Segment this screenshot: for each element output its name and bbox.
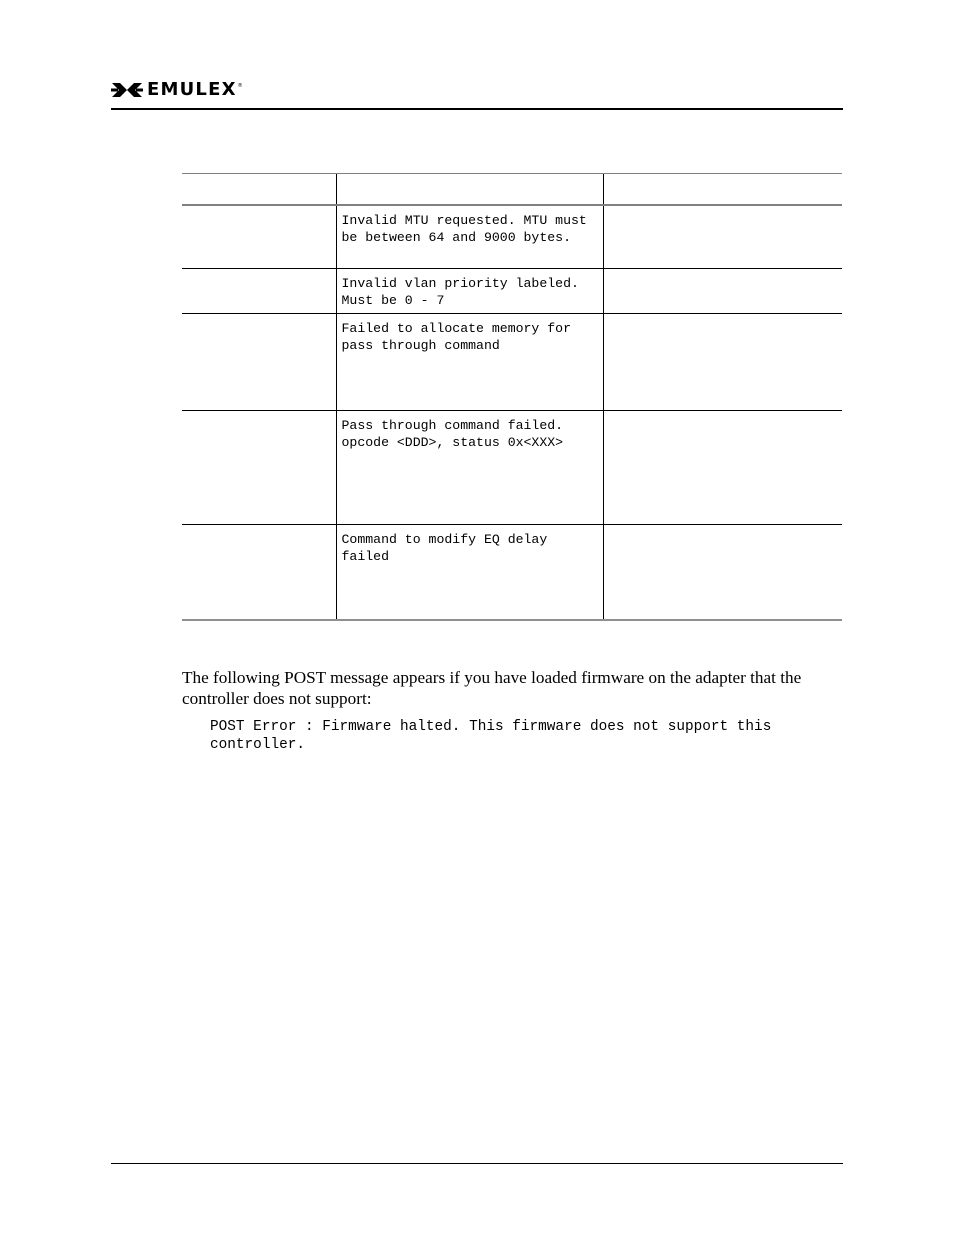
post-error-message: POST Error : Firmware halted. This firmware does not support this controller. [210, 719, 772, 753]
table-cell-message [336, 524, 603, 620]
table-row [182, 524, 842, 620]
table-cell-message [336, 205, 603, 268]
trademark-mark: ® [237, 83, 243, 89]
header-rule [111, 108, 843, 110]
message-text: Invalid vlan priority labeled. Must be 0 - 7 [341, 275, 579, 308]
table-header-row [182, 174, 842, 206]
table-cell-message [336, 268, 603, 313]
table-cell [603, 410, 842, 524]
emulex-mark-icon [111, 81, 143, 99]
table-row [182, 268, 842, 313]
table-row [182, 205, 842, 268]
table-row [182, 313, 842, 410]
table-header-cell [336, 174, 603, 206]
table-row [182, 410, 842, 524]
message-text: Failed to allocate memory for pass through command [341, 320, 571, 353]
emulex-logo [111, 79, 243, 101]
brand-name: EMULEX [147, 79, 237, 100]
table-cell [603, 313, 842, 410]
table-cell [182, 313, 336, 410]
table-cell [603, 205, 842, 268]
message-table [182, 173, 842, 621]
message-text: Command to modify EQ delay failed [341, 531, 548, 564]
footer-rule [111, 1163, 843, 1164]
table-cell [603, 524, 842, 620]
table-cell [182, 205, 336, 268]
message-text: Invalid MTU requested. MTU must be between 64 and 9000 bytes. [341, 213, 587, 245]
message-text: Pass through command failed. opcode <DDD>, status 0x<XXX> [341, 417, 564, 450]
table-cell-message [336, 410, 603, 524]
table-cell [182, 410, 336, 524]
table-header-cell [603, 174, 842, 206]
table-cell [603, 268, 842, 313]
post-message-intro: The following POST message appears if you have loaded firmware on the adapter that the controller does not support: [182, 668, 802, 708]
table-header-cell [182, 174, 336, 206]
table-cell-message [336, 313, 603, 410]
table-cell [182, 268, 336, 313]
table-cell [182, 524, 336, 620]
